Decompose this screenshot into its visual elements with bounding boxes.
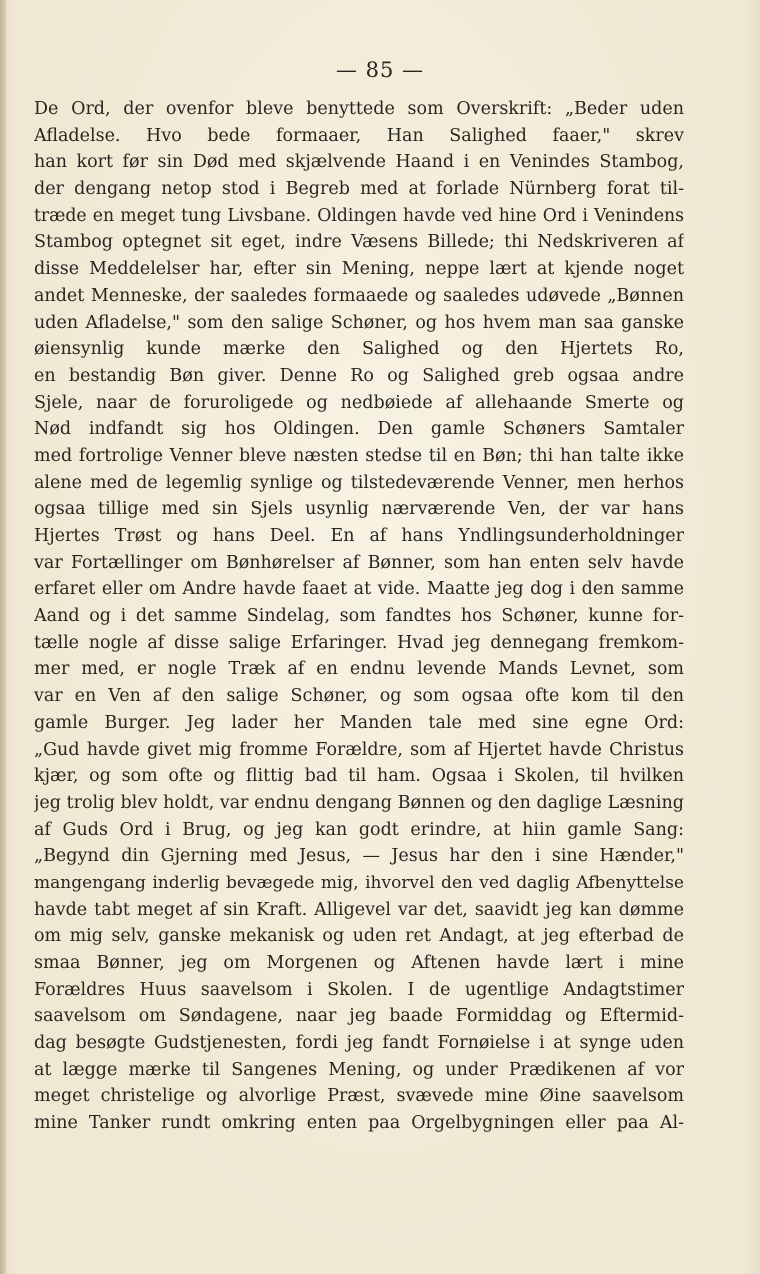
text-line: var en Ven af den salige Schøner, og som ogsaa ofte kom til den <box>34 686 684 707</box>
text-line: han kort før sin Død med skjælvende Haand i en Venindes Stambog, <box>34 152 684 173</box>
text-line: øiensynlig kunde mærke den Salighed og den Hjertets Ro, <box>34 339 684 360</box>
text-line: De Ord, der ovenfor bleve benyttede som Overskrift: „Beder uden <box>34 99 684 119</box>
text-line: af Guds Ord i Brug, og jeg kan godt erindre, at hiin gamle Sang: <box>34 819 684 840</box>
text-line: gamle Burger. Jeg lader her Manden tale med sine egne Ord: <box>34 712 684 733</box>
text-line: Nød indfandt sig hos Oldingen. Den gamle Schøners Samtaler <box>34 419 684 440</box>
text-line: en bestandig Bøn giver. Denne Ro og Salighed greb ogsaa andre <box>34 365 684 386</box>
text-line: jeg trolig blev holdt, var endnu dengang Bønnen og den daglige Læsning <box>34 792 684 813</box>
body-text <box>34 96 684 1137</box>
text-line: der dengang netop stod i Begreb med at forlade Nürnberg forat til- <box>34 179 684 200</box>
text-line: mangengang inderlig bevægede mig, ihvorvel den ved daglig Afbenyttelse <box>34 872 684 893</box>
text-line: at lægge mærke til Sangenes Mening, og under Prædikenen af vor <box>34 1059 684 1080</box>
text-line: mine Tanker rundt omkring enten paa Orgelbygningen eller paa Al- <box>34 1113 684 1134</box>
text-line: med fortrolige Venner bleve næsten stedse til en Bøn; thi han talte ikke <box>34 445 684 466</box>
text-line: Sjele, naar de foruroligede og nedbøiede af allehaande Smerte og <box>34 392 684 413</box>
text-line: disse Meddelelser har, efter sin Mening, neppe lært at kjende noget <box>34 259 684 280</box>
text-line: saavelsom om Søndagene, naar jeg baade Formiddag og Eftermid- <box>34 1006 684 1027</box>
text-line: alene med de legemlig synlige og tilstedeværende Venner, men herhos <box>34 472 684 493</box>
text-line: andet Menneske, der saaledes formaaede og saaledes udøvede „Bønnen <box>34 285 684 306</box>
text-line: Aand og i det samme Sindelag, som fandtes hos Schøner, kunne for- <box>34 606 684 627</box>
text-line: Forældres Huus saavelsom i Skolen. I de ugentlige Andagtstimer <box>34 979 684 1000</box>
text-line: havde tabt meget af sin Kraft. Alligevel var det, saavidt jeg kan dømme <box>34 899 684 920</box>
text-line: „Begynd din Gjerning med Jesus, — Jesus har den i sine Hænder," <box>34 846 684 867</box>
text-line: erfaret eller om Andre havde faaet at vide. Maatte jeg dog i den samme <box>34 579 684 600</box>
text-line: Hjertes Trøst og hans Deel. En af hans Yndlingsunderholdninger <box>34 526 684 546</box>
text-line: Afladelse. Hvo bede formaaer, Han Salighed faaer," skrev <box>34 125 684 146</box>
page-number: — 85 — <box>335 58 425 82</box>
text-line: meget christelige og alvorlige Præst, svævede mine Øine saavelsom <box>34 1086 684 1107</box>
text-line: ogsaa tillige med sin Sjels usynlig nærværende Ven, der var hans <box>34 499 684 520</box>
text-line: Stambog optegnet sit eget, indre Væsens Billede; thi Nedskriveren af <box>34 232 684 253</box>
text-line: var Fortællinger om Bønhørelser af Bønner, som han enten selv havde <box>34 552 684 573</box>
text-line: om mig selv, ganske mekanisk og uden ret Andagt, at jeg efterbad de <box>34 926 684 947</box>
text-line: uden Afladelse," som den salige Schøner, og hos hvem man saa ganske <box>34 312 684 333</box>
text-line: smaa Bønner, jeg om Morgenen og Aftenen havde lært i mine <box>34 953 684 973</box>
page-binding-edge <box>0 0 6 1274</box>
text-line: mer med, er nogle Træk af en endnu levende Mands Levnet, som <box>34 659 684 680</box>
text-line: „Gud havde givet mig fromme Forældre, som af Hjertet havde Christus <box>34 739 684 760</box>
text-line: kjær, og som ofte og flittig bad til ham. Ogsaa i Skolen, til hvilken <box>34 766 684 787</box>
text-line: træde en meget tung Livsbane. Oldingen havde ved hine Ord i Venindens <box>34 205 684 226</box>
text-line: dag besøgte Gudstjenesten, fordi jeg fandt Fornøielse i at synge uden <box>34 1033 684 1054</box>
text-line: tælle nogle af disse salige Erfaringer. Hvad jeg dennegang fremkom- <box>34 632 684 653</box>
